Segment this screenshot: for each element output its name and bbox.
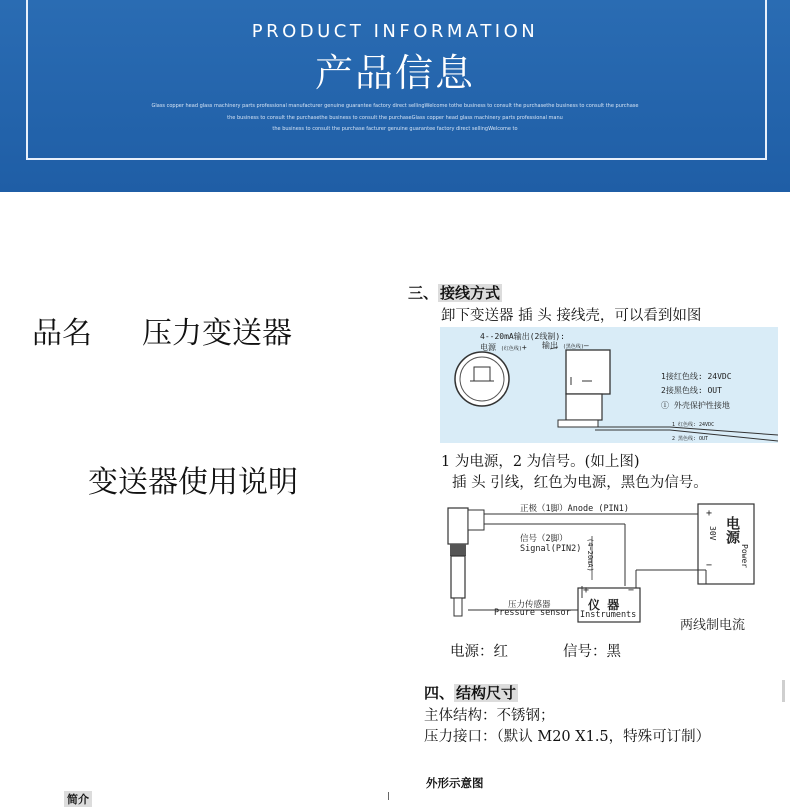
footer-divider (388, 792, 389, 800)
pin-ground-note: ① 外壳保护性接地 (661, 401, 730, 410)
scroll-edge-mark (782, 680, 785, 702)
wire-2-note: 2 黑色线: OUT (672, 436, 709, 442)
section-4-line-2: 压力接口：（默认 M20 X1.5，特殊可订制） (424, 729, 711, 745)
power-en-label: Power (740, 544, 749, 569)
instrument-cn-label: 仪 器 (588, 598, 620, 612)
section-3-title: 接线方式 (440, 284, 501, 302)
power-color-legend: 电源：红 (450, 644, 508, 660)
wiring-diagram-plug (440, 327, 778, 443)
outline-diagram-title: 外形示意图 (426, 776, 484, 790)
power-voltage: 30V (708, 526, 717, 541)
section-3-line-1: 卸下变送器 插 头 接线壳，可以看到如图 (441, 308, 702, 324)
intro-label: 简介 (64, 791, 92, 807)
product-name-row (32, 308, 292, 352)
section-4-prefix: 四、 (424, 684, 455, 702)
section-4-line-1: 主体结构：不锈钢； (424, 708, 555, 724)
instrument-plus: + (583, 585, 590, 596)
banner-small-line-2: the business to consult the purchasethe business to consult the purchaseGlass copper head glass machinery parts professional manu (227, 115, 563, 121)
instrument-en-label: Instruments (580, 610, 637, 620)
diagram-output-word: 输出 (黑色线)— (542, 341, 589, 350)
product-name-value: 压力变送器 (142, 316, 292, 351)
banner-title-cn: 产品信息 (314, 51, 475, 95)
signal-cn-label: 信号（2脚） (520, 534, 568, 544)
power-cn-label: 电源 (724, 516, 740, 544)
banner-small-line-1: Glass copper head glass machinery parts professional manufacturer genuine guarantee factory direct sellingWelcome tothe business to consult the purchasethe business to consult the purchase (151, 103, 639, 109)
section-4-title: 结构尺寸 (456, 684, 517, 702)
wiring-diagram-two-wire (440, 498, 780, 638)
product-name-label: 品名 (32, 316, 92, 351)
anode-label: 正极（1脚）Anode (PIN1) (520, 504, 630, 514)
manual-title: 变送器使用说明 (88, 465, 298, 500)
banner-title-en: PRODUCT INFORMATION (251, 21, 539, 42)
wire-1-note: 1 红色线: 24VDC (672, 422, 715, 428)
instrument-minus: − (628, 585, 635, 596)
pin-1-note: 1接红色线: 24VDC (661, 372, 732, 381)
current-label: (4~20mA) (586, 538, 594, 572)
power-plus: + (706, 508, 713, 519)
section-3-prefix: 三、 (408, 284, 439, 302)
diagram-power-label: 电源 (红色线)+ (480, 343, 527, 352)
pin-2-note: 2接黑色线: OUT (661, 386, 722, 395)
diagram-output-label: 4--20mA输出(2线制): (480, 332, 565, 341)
two-wire-label: 两线制电流 (680, 618, 746, 633)
section-4-heading (424, 682, 518, 703)
power-minus: − (706, 560, 713, 571)
sensor-en-label: Pressure sensor (494, 608, 571, 618)
signal-color-legend: 信号：黑 (563, 644, 621, 660)
section-3-heading (408, 282, 502, 303)
header-banner (0, 0, 790, 192)
section-3-line-2: 1 为电源，2 为信号。(如上图) (441, 454, 640, 470)
signal-en-label: Signal(PIN2) (520, 544, 582, 554)
sensor-cn-label: 压力传感器 (508, 600, 551, 610)
banner-small-line-3: the business to consult the purchase facturer genuine guarantee factory direct sellingWelcome to (272, 126, 518, 132)
section-3-line-3: 插 头 引线，红色为电源，黑色为信号。 (452, 475, 708, 491)
